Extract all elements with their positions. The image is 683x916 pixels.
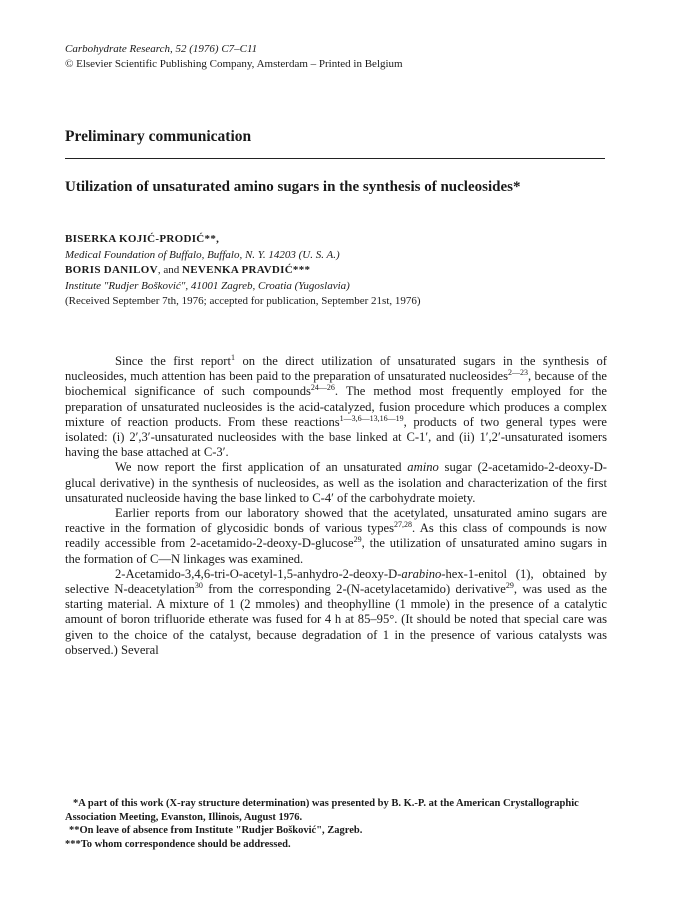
- author-conjunction: , and: [157, 264, 182, 276]
- affiliation-1: Medical Foundation of Buffalo, Buffalo, N. Y. 14203 (U. S. A.): [65, 248, 340, 261]
- p1-text-a: Since the first report: [115, 354, 232, 368]
- p4-text-d: , was used as the starting material. A mixture of 1 (2 mmoles) and theophylline (1 mmole) in the presence of a catalytic amount of boron trifluoride etherate was fused for 4 h at 85–95°. (It should be noted that special care was given to the choice of the catalyst, because degradation of 1 in the presence of various catalysts was observed.) Several: [65, 582, 608, 657]
- footnote-2: **On leave of absence from Institute "Rudjer Bošković", Zagreb.: [69, 825, 363, 836]
- paper-title: Utilization of unsaturated amino sugars in the synthesis of nucleosides*: [65, 179, 521, 195]
- divider: [65, 158, 605, 159]
- author-2-line: [65, 263, 625, 279]
- journal-header: [65, 42, 625, 72]
- journal-citation: Carbohydrate Research, 52 (1976) C7–C11: [65, 43, 258, 55]
- p2-text-b: sugar (2-acetamido-2-deoxy-D-glucal derivative) in the synthesis of nucleosides, as well as the isolation and characterization of the first unsaturated nucleoside having the base linked to C-4′ of the carbohydrate moiety.: [65, 460, 607, 505]
- p1-text-c: , because of the biochemical significance of such compounds: [65, 369, 607, 399]
- p3-text-b: . As this class of compounds is now readily accessible from 2-acetamido-2-deoxy-D-glucose: [65, 521, 607, 551]
- ref-sup: 1—3,6—13,16—19: [339, 413, 404, 423]
- p4-text-b: -hex-1-enitol (1), obtained by selective N-deacetylation: [65, 566, 607, 597]
- paragraph-1: [65, 354, 607, 460]
- author-1: BISERKA KOJIĆ-PRODIĆ**,: [65, 233, 220, 245]
- p4-text-a: 2-Acetamido-3,4,6-tri-O-acetyl-1,5-anhydro-2-deoxy-D-: [115, 566, 402, 581]
- footnote-3: ***To whom correspondence should be addressed.: [65, 838, 291, 850]
- p1-text-e: , products of two general types were isolated: (i) 2′,3′-unsaturated nucleosides with the base linked at C-1′, and (ii) 1′,2′-unsaturated isomers having the base attached at C-3′.: [65, 414, 607, 460]
- author-block: [65, 232, 625, 310]
- p4-text-c: from the corresponding 2-(N-acetylacetamido) derivative: [202, 582, 506, 597]
- p3-text-c: , the utilization of unsaturated amino sugars in the formation of C—N linkages was examined.: [65, 536, 607, 566]
- section-label: Preliminary communication: [65, 128, 252, 145]
- author-2: BORIS DANILOV: [65, 264, 158, 276]
- ref-sup: 1: [231, 352, 236, 362]
- p1-text-d: . The method most frequently employed for the preparation of unsaturated nucleosides is the acid-catalyzed, fusion procedure which produces a complex mixture of reaction products. From these reactions: [65, 384, 607, 429]
- publisher-line: © Elsevier Scientific Publishing Company, Amsterdam – Printed in Belgium: [65, 58, 403, 70]
- p4-italic: arabino: [401, 566, 442, 581]
- p1-text-b: on the direct utilization of unsaturated sugars in the synthesis of nucleosides, much attention has been paid to the preparation of unsaturated nucleosides: [65, 354, 608, 384]
- author-3: NEVENKA PRAVDIĆ***: [181, 264, 311, 276]
- ref-sup: 2—23: [508, 368, 529, 378]
- paragraph-3: [65, 506, 607, 567]
- paragraph-2: [65, 460, 607, 506]
- paragraph-4: [65, 567, 607, 658]
- ref-sup: 27,28: [394, 520, 413, 530]
- ref-sup: 30: [194, 580, 203, 590]
- p2-italic: amino: [407, 460, 439, 475]
- ref-sup: 29: [505, 580, 514, 590]
- footnote-1: *A part of this work (X-ray structure determination) was presented by B. K.-P. at the American Crystallographic Association Meeting, Evanston, Illinois, August 1976.: [65, 798, 579, 823]
- ref-sup: 24—26: [310, 383, 335, 393]
- p2-text-a: We now report the first application of an unsaturated: [115, 460, 408, 475]
- affiliation-2: Institute "Rudjer Bošković", 41001 Zagreb, Croatia (Yugoslavia): [65, 279, 350, 292]
- p3-text-a: Earlier reports from our laboratory showed that the acetylated, unsaturated amino sugars are reactive in the formation of glycosidic bonds of various types: [65, 506, 607, 536]
- footnotes: [65, 797, 607, 851]
- received-dates: (Received September 7th, 1976; accepted for publication, September 21st, 1976): [65, 295, 421, 307]
- body-text: [65, 354, 607, 658]
- ref-sup: 29: [353, 535, 362, 545]
